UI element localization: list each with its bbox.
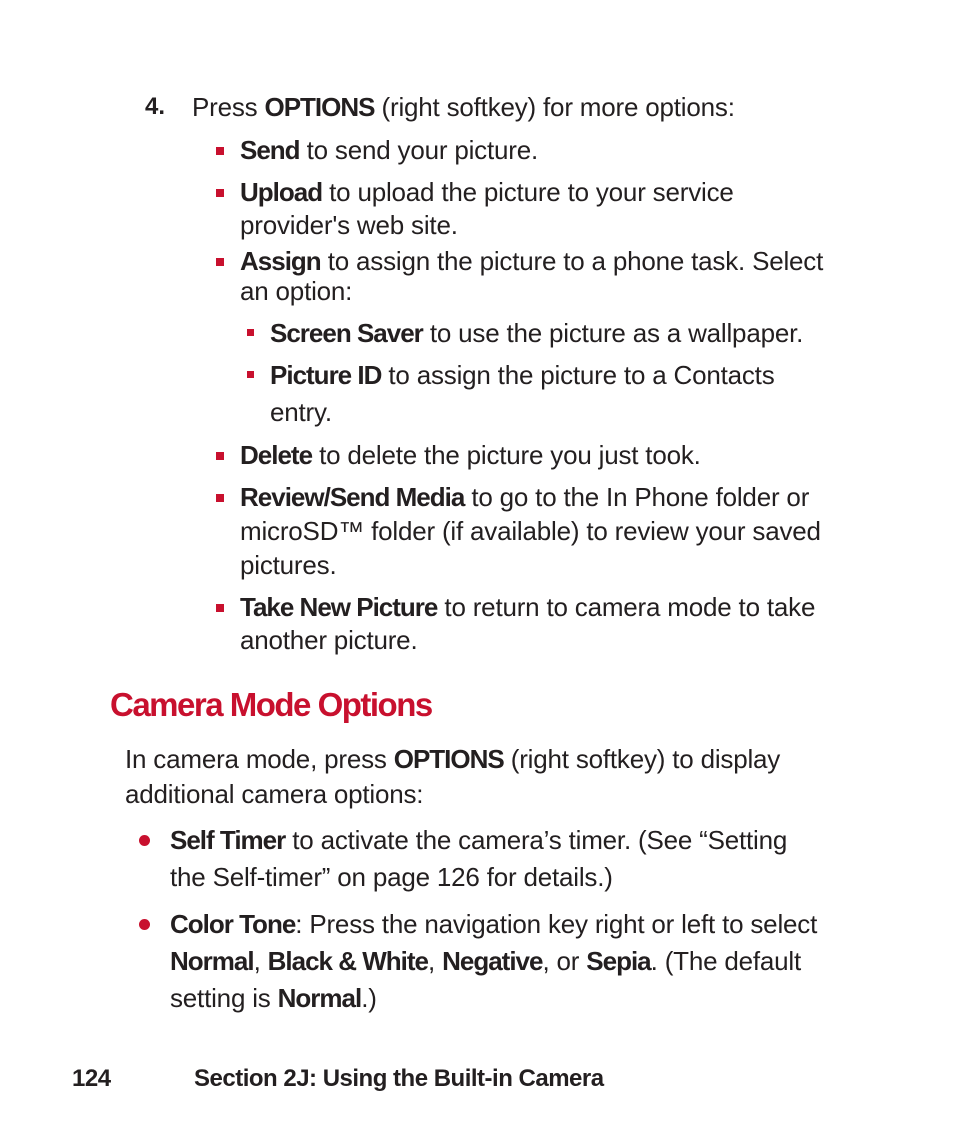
bold-term: Normal	[277, 983, 362, 1013]
bold-term: Self Timer	[170, 825, 286, 855]
bold-term: Normal	[170, 946, 254, 976]
bold-term: Black & White	[267, 946, 429, 976]
bullet-self-timer	[170, 825, 787, 855]
list-item-review-cont: microSD™ folder (if available) to review your saved	[240, 516, 821, 546]
list-item-assign	[240, 246, 823, 276]
page-number: 124	[72, 1065, 111, 1092]
text: ,	[428, 946, 443, 976]
section-heading: Camera Mode Options	[110, 686, 432, 723]
text: . (The default	[650, 946, 802, 976]
list-item-take-new-cont: another picture.	[240, 625, 418, 655]
bullet-square	[216, 189, 224, 197]
step-number: 4.	[145, 93, 166, 120]
bullet-dot	[139, 835, 150, 846]
sub-item-screen-saver	[270, 318, 803, 348]
step-line	[192, 92, 735, 122]
bullet-color-tone	[170, 909, 817, 939]
text: to upload the picture to your service	[322, 177, 734, 207]
bullet-square	[216, 147, 224, 155]
bold-term: Color Tone	[170, 909, 296, 939]
list-item-send	[240, 135, 538, 165]
sub-item-picture-id	[270, 360, 775, 390]
list-item-upload	[240, 177, 734, 207]
list-item-assign-cont: an option:	[240, 276, 353, 306]
sub-bullet-square	[247, 371, 254, 378]
list-item-review-send-media	[240, 482, 809, 512]
text: to assign the picture to a phone task. Select	[320, 246, 824, 276]
bullet-dot	[139, 919, 150, 930]
text: to activate the camera’s timer. (See “Setting	[285, 825, 788, 855]
text: (right softkey) for more options:	[374, 92, 735, 122]
list-item-delete	[240, 440, 701, 470]
bold-term: Assign	[240, 246, 321, 276]
bullet-square	[216, 494, 224, 502]
text: In camera mode, press	[125, 744, 394, 774]
text: to use the picture as a wallpaper.	[422, 318, 804, 348]
text: to return to camera mode to take	[437, 592, 816, 622]
bold-term: Upload	[240, 177, 323, 207]
bold-term: Sepia	[586, 946, 651, 976]
bold-term: Screen Saver	[270, 318, 423, 348]
bold-term: Review/Send Media	[240, 482, 465, 512]
bold-term: OPTIONS	[393, 744, 504, 774]
sub-bullet-square	[247, 329, 254, 336]
text: setting is	[170, 983, 278, 1013]
intro-line	[125, 744, 780, 774]
bullet-square	[216, 258, 224, 266]
sub-item-picture-id-cont: entry.	[270, 397, 332, 427]
bullet-self-timer-cont: the Self-timer” on page 126 for details.)	[170, 862, 613, 892]
list-item-take-new-picture	[240, 592, 815, 622]
intro-line: additional camera options:	[125, 779, 424, 809]
bold-term: Picture ID	[270, 360, 382, 390]
text: to assign the picture to a Contacts	[381, 360, 775, 390]
list-item-review-cont: pictures.	[240, 550, 337, 580]
bullet-square	[216, 604, 224, 612]
text: , or	[542, 946, 587, 976]
list-item-upload-cont: provider's web site.	[240, 210, 458, 240]
bold-term: Send	[240, 135, 300, 165]
text: ,	[253, 946, 268, 976]
bold-term: Negative	[442, 946, 543, 976]
text: : Press the navigation key right or left to select	[295, 909, 818, 939]
text: to go to the In Phone folder or	[464, 482, 810, 512]
text: to delete the picture you just took.	[312, 440, 701, 470]
bold-term: OPTIONS	[264, 92, 375, 122]
bullet-color-tone-cont	[170, 983, 377, 1013]
bullet-square	[216, 452, 224, 460]
text: to send your picture.	[299, 135, 538, 165]
text: .)	[361, 983, 377, 1013]
bold-term: Take New Picture	[240, 592, 438, 622]
text: Press	[192, 92, 265, 122]
text: (right softkey) to display	[503, 744, 781, 774]
section-label: Section 2J: Using the Built-in Camera	[194, 1065, 604, 1092]
bullet-color-tone-cont	[170, 946, 801, 976]
bold-term: Delete	[240, 440, 313, 470]
